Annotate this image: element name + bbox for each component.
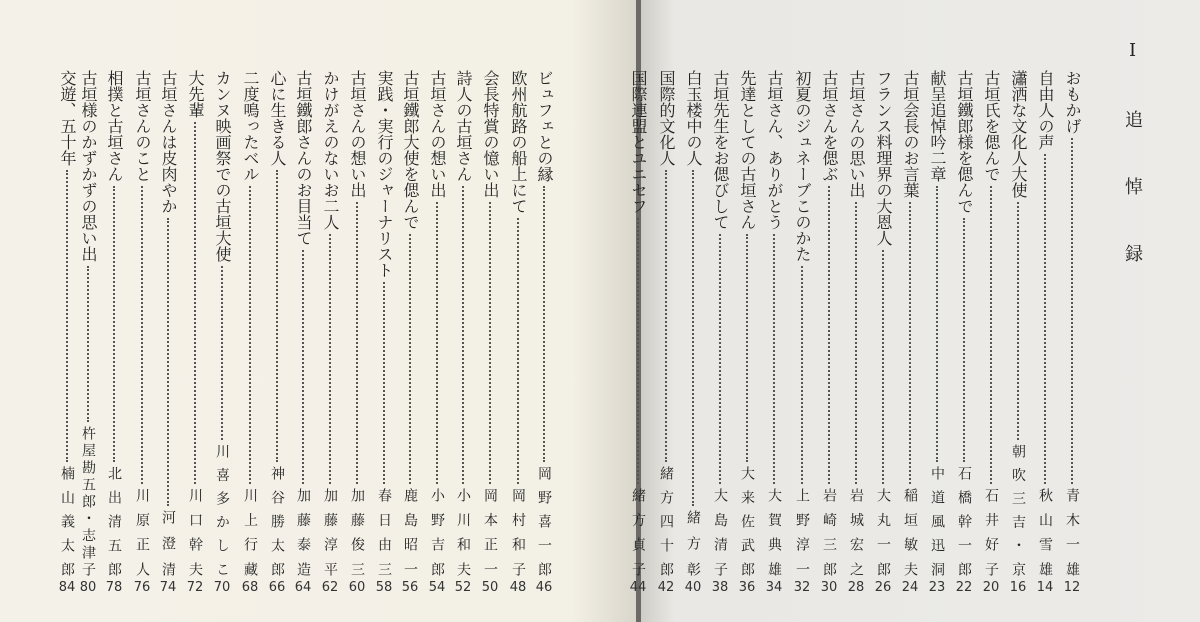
toc-entry-page: 44: [629, 580, 647, 595]
toc-entry-author: 加藤泰造: [295, 488, 311, 576]
dotted-leader: [1017, 202, 1019, 440]
toc-entry-author: 岩城宏之: [848, 488, 864, 576]
toc-entry: [654, 0, 678, 622]
toc-entry: [183, 0, 207, 622]
toc-entry-title: 先達としての古垣さん: [738, 70, 757, 230]
toc-entry-page: 80: [79, 580, 97, 595]
toc-entry-author: 岡本正一: [482, 488, 498, 576]
toc-entry-page: 14: [1036, 580, 1054, 595]
toc-entry-title: 古垣会長のお言葉: [901, 70, 920, 198]
toc-entry: [790, 0, 814, 622]
dotted-leader: [383, 282, 385, 484]
toc-entry: [55, 0, 79, 622]
dotted-leader: [221, 266, 223, 440]
toc-entry-author: 川上行藏: [242, 488, 258, 576]
toc-entry: [398, 0, 422, 622]
toc-entry-page: 48: [509, 580, 527, 595]
toc-entry-page: 50: [481, 580, 499, 595]
toc-entry: [156, 0, 180, 622]
dotted-leader: [828, 186, 830, 484]
dotted-leader: [543, 186, 545, 462]
dotted-leader: [276, 170, 278, 462]
toc-entry-author: 川喜多かしこ: [214, 444, 230, 576]
toc-entry-author: 楠山義太郎: [59, 466, 75, 576]
toc-entry-author: 秋山雪雄: [1037, 488, 1053, 576]
toc-entry-author: 加藤俊三: [349, 488, 365, 576]
toc-entry-title: 古垣さん、ありがとう: [765, 70, 784, 230]
toc-entry: [372, 0, 396, 622]
toc-entry-author: 小野吉郎: [429, 488, 445, 576]
toc-entry-page: 23: [928, 580, 946, 595]
dotted-leader: [990, 186, 992, 484]
toc-entry: [817, 0, 841, 622]
toc-entry-author: 川口幹夫: [187, 488, 203, 576]
toc-entry-title: 古垣鐵郎さんのお目当て: [294, 70, 313, 246]
toc-entry-title: カンヌ映画祭での古垣大使: [213, 70, 232, 262]
toc-entry: [681, 0, 705, 622]
toc-entry-title: 古垣さんは皮肉やか: [159, 70, 178, 214]
dotted-leader: [462, 186, 464, 484]
toc-entry-title: 詩人の古垣さん: [454, 70, 473, 182]
toc-entry-title: 古垣さんのこと: [133, 70, 152, 182]
dotted-leader: [113, 186, 115, 462]
toc-entry-page: 84: [58, 580, 76, 595]
toc-entry-author: 川原正人: [134, 488, 150, 576]
toc-entry-title: おもかげ: [1063, 70, 1082, 134]
toc-entry-page: 72: [186, 580, 204, 595]
dotted-leader: [517, 218, 519, 484]
toc-entry-title: 古垣鐵郎大使を偲んで: [401, 70, 420, 230]
toc-entry: [291, 0, 315, 622]
toc-entry: [898, 0, 922, 622]
toc-entry: [1060, 0, 1084, 622]
toc-entry-page: 26: [874, 580, 892, 595]
toc-entry: [735, 0, 759, 622]
toc-entry-title: 実践・実行のジャーナリスト: [375, 70, 394, 278]
toc-entry-author: 鹿島昭一: [402, 488, 418, 576]
toc-entry-author: 春日由三: [376, 488, 392, 576]
toc-entry-title: 古垣様のかずかずの思い出: [79, 70, 98, 262]
toc-entry: [506, 0, 530, 622]
toc-entry-page: 42: [657, 580, 675, 595]
dotted-leader: [167, 218, 169, 506]
toc-entry-page: 54: [428, 580, 446, 595]
dotted-leader: [882, 250, 884, 484]
dotted-leader: [773, 234, 775, 484]
toc-entry-page: 60: [348, 580, 366, 595]
toc-entry: [532, 0, 556, 622]
toc-entry-author: 大来佐武郎: [739, 466, 755, 576]
toc-entry-page: 66: [268, 580, 286, 595]
toc-entry-page: 58: [375, 580, 393, 595]
dotted-leader: [436, 202, 438, 484]
toc-entry-author: 大島清子: [712, 488, 728, 576]
toc-entry: [925, 0, 949, 622]
toc-entry-author: 大賀典雄: [766, 488, 782, 576]
dotted-leader: [1044, 154, 1046, 484]
toc-entry: [1033, 0, 1057, 622]
toc-entry-title: 心に生きる人: [268, 70, 287, 166]
toc-entry-title: 古垣氏を偲んで: [982, 70, 1001, 182]
toc-entry-title: フランス料理界の大恩人: [874, 70, 893, 246]
toc-entry-page: 30: [820, 580, 838, 595]
toc-entry-title: 国際連盟とユニセフ: [629, 70, 648, 214]
toc-entry-page: 22: [955, 580, 973, 595]
toc-entry: [425, 0, 449, 622]
toc-entry-title: 古垣鐵郎様を偲んで: [955, 70, 974, 214]
toc-entry-page: 24: [901, 580, 919, 595]
dotted-leader: [329, 234, 331, 484]
toc-entry-page: 28: [847, 580, 865, 595]
toc-entry-title: 古垣さんの思い出: [847, 70, 866, 198]
toc-entry: [478, 0, 502, 622]
dotted-leader: [66, 170, 68, 462]
toc-entry-title: 二度鳴ったベル: [241, 70, 260, 182]
toc-entry-title: 献呈追悼吟二章: [928, 70, 947, 182]
toc-entry: [1006, 0, 1030, 622]
toc-entry-author: 緒方彰: [685, 510, 701, 576]
toc-entry-author: 河澄清: [160, 510, 176, 576]
dotted-leader: [746, 234, 748, 462]
toc-entry-title: 大先輩: [186, 70, 205, 118]
toc-entry-author: 稲垣敏夫: [902, 488, 918, 576]
toc-entry: [952, 0, 976, 622]
toc-entry-page: 74: [159, 580, 177, 595]
toc-entry-author: 杵屋勘五郎・志津子: [80, 426, 96, 576]
toc-entry-author: 石橋幹一郎: [956, 466, 972, 576]
dotted-leader: [87, 266, 89, 422]
toc-entry-author: 岡村和子: [510, 488, 526, 576]
toc-entry: [626, 0, 650, 622]
toc-entry: [345, 0, 369, 622]
toc-entry: [102, 0, 126, 622]
toc-entry: [318, 0, 342, 622]
toc-entry-page: 70: [213, 580, 231, 595]
toc-entry: [979, 0, 1003, 622]
toc-entry-title: 古垣さんの想い出: [348, 70, 367, 198]
dotted-leader: [692, 170, 694, 506]
toc-entry-title: 国際的文化人: [657, 70, 676, 166]
toc-entry-title: 古垣さんを偲ぶ: [820, 70, 839, 182]
dotted-leader: [489, 202, 491, 484]
toc-entry-page: 12: [1063, 580, 1081, 595]
toc-entry: [210, 0, 234, 622]
toc-entry-author: 上野淳一: [794, 488, 810, 576]
toc-entry-title: 会長特賞の憶い出: [481, 70, 500, 198]
dotted-leader: [302, 250, 304, 484]
toc-entry-page: 64: [294, 580, 312, 595]
toc-entry-title: 瀟洒な文化人大使: [1009, 70, 1028, 198]
toc-entry-page: 36: [738, 580, 756, 595]
toc-entry-title: かけがえのないお二人: [321, 70, 340, 230]
dotted-leader: [963, 218, 965, 462]
dotted-leader: [855, 202, 857, 484]
dotted-leader: [1071, 138, 1073, 484]
toc-entry-page: 68: [241, 580, 259, 595]
toc-entry-page: 78: [105, 580, 123, 595]
toc-entry-page: 32: [793, 580, 811, 595]
toc-entry-author: 神谷勝太郎: [269, 466, 285, 576]
toc-entry-page: 46: [535, 580, 553, 595]
toc-entry-author: 朝吹三吉・京: [1010, 444, 1026, 576]
toc-entry-author: 小川和夫: [455, 488, 471, 576]
toc-entry-title: 古垣さんの想い出: [428, 70, 447, 198]
toc-entry-author: 石井好子: [983, 488, 999, 576]
toc-entry: [76, 0, 100, 622]
toc-entry-page: 62: [321, 580, 339, 595]
toc-entry-page: 38: [711, 580, 729, 595]
dotted-leader: [356, 202, 358, 484]
toc-entry: [130, 0, 154, 622]
toc-entry-title: 欧州航路の船上にて: [509, 70, 528, 214]
toc-entry-title: 初夏のジュネーブこのかた: [793, 70, 812, 262]
toc-entry: [265, 0, 289, 622]
dotted-leader: [194, 122, 196, 484]
toc-entry: [762, 0, 786, 622]
dotted-leader: [719, 234, 721, 484]
toc-entry-author: 岡野喜一郎: [536, 466, 552, 576]
toc-entry-author: 緒方貞子: [630, 488, 646, 576]
dotted-leader: [637, 218, 639, 484]
dotted-leader: [141, 186, 143, 484]
toc-entry-author: 加藤淳平: [322, 488, 338, 576]
section-heading: I 追 悼 録: [1122, 40, 1143, 276]
toc-entry: [844, 0, 868, 622]
toc-entry-page: 34: [765, 580, 783, 595]
toc-entry: [708, 0, 732, 622]
toc-entry: [871, 0, 895, 622]
toc-entry-title: 白玉楼中の人: [684, 70, 703, 166]
dotted-leader: [801, 266, 803, 484]
toc-entry: [451, 0, 475, 622]
dotted-leader: [249, 186, 251, 484]
dotted-leader: [936, 186, 938, 462]
dotted-leader: [409, 234, 411, 484]
toc-entry-title: ビュフェとの縁: [535, 70, 554, 182]
toc-entry-title: 古垣先生をお偲びして: [711, 70, 730, 230]
dotted-leader: [665, 170, 667, 462]
toc-entry-author: 青木一雄: [1064, 488, 1080, 576]
toc-entry-title: 自由人の声: [1036, 70, 1055, 150]
toc-entry-author: 大丸一郎: [875, 488, 891, 576]
toc-entry: [238, 0, 262, 622]
toc-entry-page: 52: [454, 580, 472, 595]
toc-entry-page: 56: [401, 580, 419, 595]
toc-entry-author: 緒方四十郎: [658, 466, 674, 576]
toc-entry-author: 北出清五郎: [106, 466, 122, 576]
toc-entry-page: 40: [684, 580, 702, 595]
toc-entry-page: 20: [982, 580, 1000, 595]
toc-entry-page: 16: [1009, 580, 1027, 595]
toc-entry-author: 中道風迅洞: [929, 466, 945, 576]
toc-entry-title: 交遊、五十年: [58, 70, 77, 166]
toc-entry-title: 相撲と古垣さん: [105, 70, 124, 182]
toc-entry-author: 岩崎三郎: [821, 488, 837, 576]
toc-entry-page: 76: [133, 580, 151, 595]
dotted-leader: [909, 202, 911, 484]
